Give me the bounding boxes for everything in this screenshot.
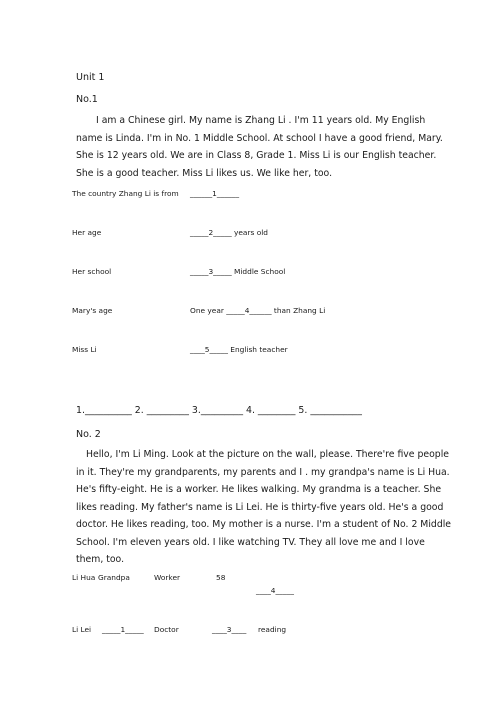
table-label: Mary's age [72, 306, 113, 315]
table-blank: ____5_____ English teacher [190, 345, 288, 354]
passage-line: I am a Chinese girl. My name is Zhang Li . I'm 11 years old. My English [96, 115, 426, 126]
table-label: Her age [72, 228, 102, 237]
table-blank: _____3_____ Middle School [190, 267, 286, 276]
passage-line: doctor. He likes reading, too. My mother is a nurse. I'm a student of No. 2 Middle [76, 519, 452, 530]
passage-line: She is a good teacher. Miss Li likes us. We like her, too. [76, 167, 333, 179]
passage-no1 [76, 112, 443, 182]
passage-no2 [76, 446, 451, 569]
row2-job: Doctor [154, 625, 179, 634]
passage-line: School. I'm eleven years old. I like watching TV. They all love me and I love [76, 536, 425, 548]
row2-name: Li Lei [72, 625, 92, 634]
table-blank: _____2_____ years old [190, 228, 268, 237]
row1-hobby: ____4_____ [256, 586, 294, 595]
passage-line: He's fifty-eight. He is a worker. He likes walking. My grandma is a teacher. She [76, 484, 442, 495]
row1-relation: Grandpa [98, 573, 130, 582]
table-label: Miss Li [72, 345, 97, 354]
row1-job: Worker [154, 573, 181, 582]
passage-line: name is Linda. I'm in No. 1 Middle School. At school I have a good friend, Mary. [76, 132, 443, 144]
row1-name: Li Hua [72, 573, 96, 582]
row2-age: ____3____ [212, 625, 247, 634]
passage-line: in it. They're my grandparents, my parents and I . my grandpa's name is Li Hua. [76, 466, 450, 478]
table-label: The country Zhang Li is from [72, 189, 179, 198]
row2-hobby: reading [258, 625, 287, 634]
section-label-no1: No.1 [76, 94, 98, 105]
passage-line: them, too. [76, 554, 125, 565]
table-blank: One year _____4______ than Zhang Li [190, 306, 326, 315]
passage-line: Hello, I'm Li Ming. Look at the picture on the wall, please. There're five people [86, 449, 450, 460]
table-label: Her school [72, 267, 112, 276]
table-blank: ______1______ [190, 189, 240, 198]
passage-line: likes reading. My father's name is Li Lei. He is thirty-five years old. He's a good [76, 501, 444, 513]
section-label-no2: No. 2 [76, 429, 101, 440]
row1-age: 58 [216, 573, 226, 582]
answer-line: 1.__________ 2. _________ 3._________ 4. ________ 5. ___________ [76, 405, 362, 416]
passage-line: She is 12 years old. We are in Class 8, Grade 1. Miss Li is our English teacher. [76, 150, 437, 161]
row2-relation: _____1_____ [102, 625, 144, 634]
unit-title: Unit 1 [76, 72, 105, 83]
